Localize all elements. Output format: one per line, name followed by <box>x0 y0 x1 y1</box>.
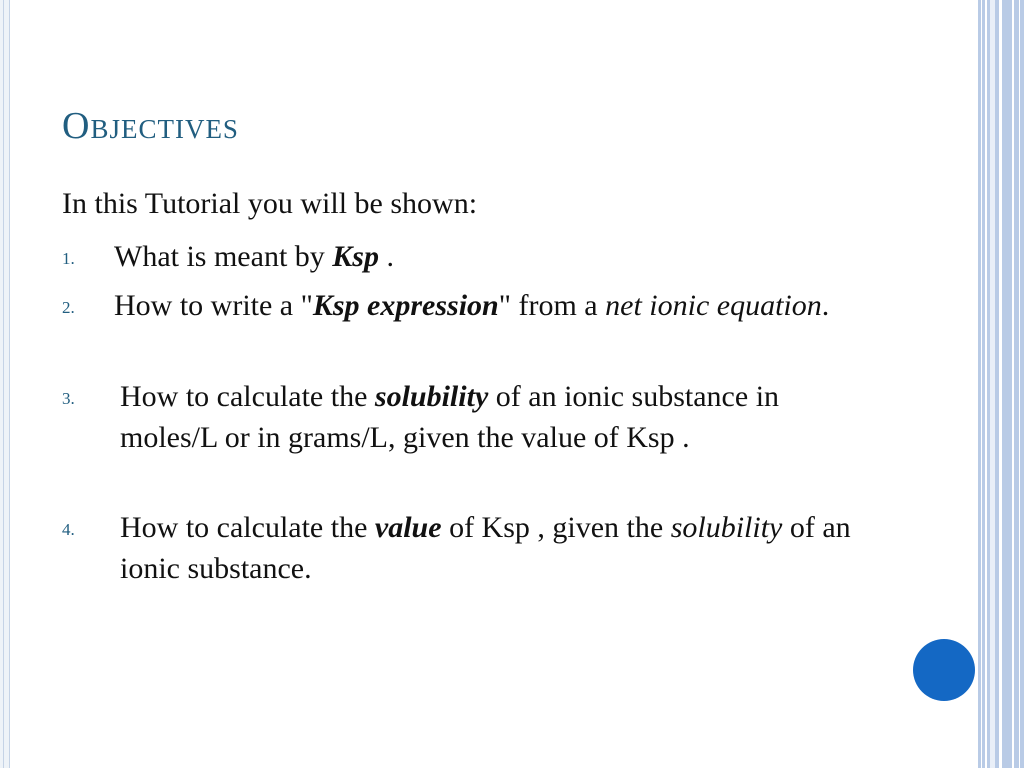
item-text: " from a <box>498 289 606 322</box>
left-border <box>0 0 10 768</box>
list-item <box>120 507 860 589</box>
right-border-stripe <box>1019 0 1020 768</box>
slide-title: Objectives <box>62 105 239 147</box>
item-emphasis: value <box>374 511 442 544</box>
item-emphasis: solubility <box>374 380 489 413</box>
item-text: of Ksp , given the <box>441 511 671 544</box>
list-item <box>120 376 860 458</box>
item-text: How to calculate the <box>120 380 375 413</box>
item-text: of an ionic substance. <box>120 511 851 585</box>
item-text: . <box>821 289 830 322</box>
item-text: How to calculate the <box>120 511 375 544</box>
item-text: How to write a " <box>114 289 313 322</box>
item-italic: solubility <box>670 511 783 544</box>
item-emphasis: Ksp expression <box>312 289 499 322</box>
list-item <box>114 236 914 277</box>
item-number: 3. <box>62 389 75 408</box>
item-number: 2. <box>62 298 75 317</box>
item-number: 4. <box>62 520 75 539</box>
item-text: . <box>378 240 394 273</box>
item-text: of an ionic substance in moles/L or in grams/L, given the value of Ksp . <box>120 380 780 454</box>
list-item <box>114 285 854 326</box>
right-border-stripe <box>1012 0 1014 768</box>
intro-text: In this Tutorial you will be shown: <box>62 187 478 220</box>
item-italic: net ionic equation <box>605 289 822 322</box>
right-border-stripe <box>990 0 995 768</box>
decorative-circle <box>913 639 975 701</box>
item-emphasis: Ksp <box>332 240 379 273</box>
item-text: What is meant by <box>114 240 333 273</box>
right-border-stripe <box>985 0 987 768</box>
item-number: 1. <box>62 249 75 268</box>
left-border-line <box>3 0 4 768</box>
right-border-stripe <box>999 0 1002 768</box>
right-border-stripe <box>981 0 982 768</box>
